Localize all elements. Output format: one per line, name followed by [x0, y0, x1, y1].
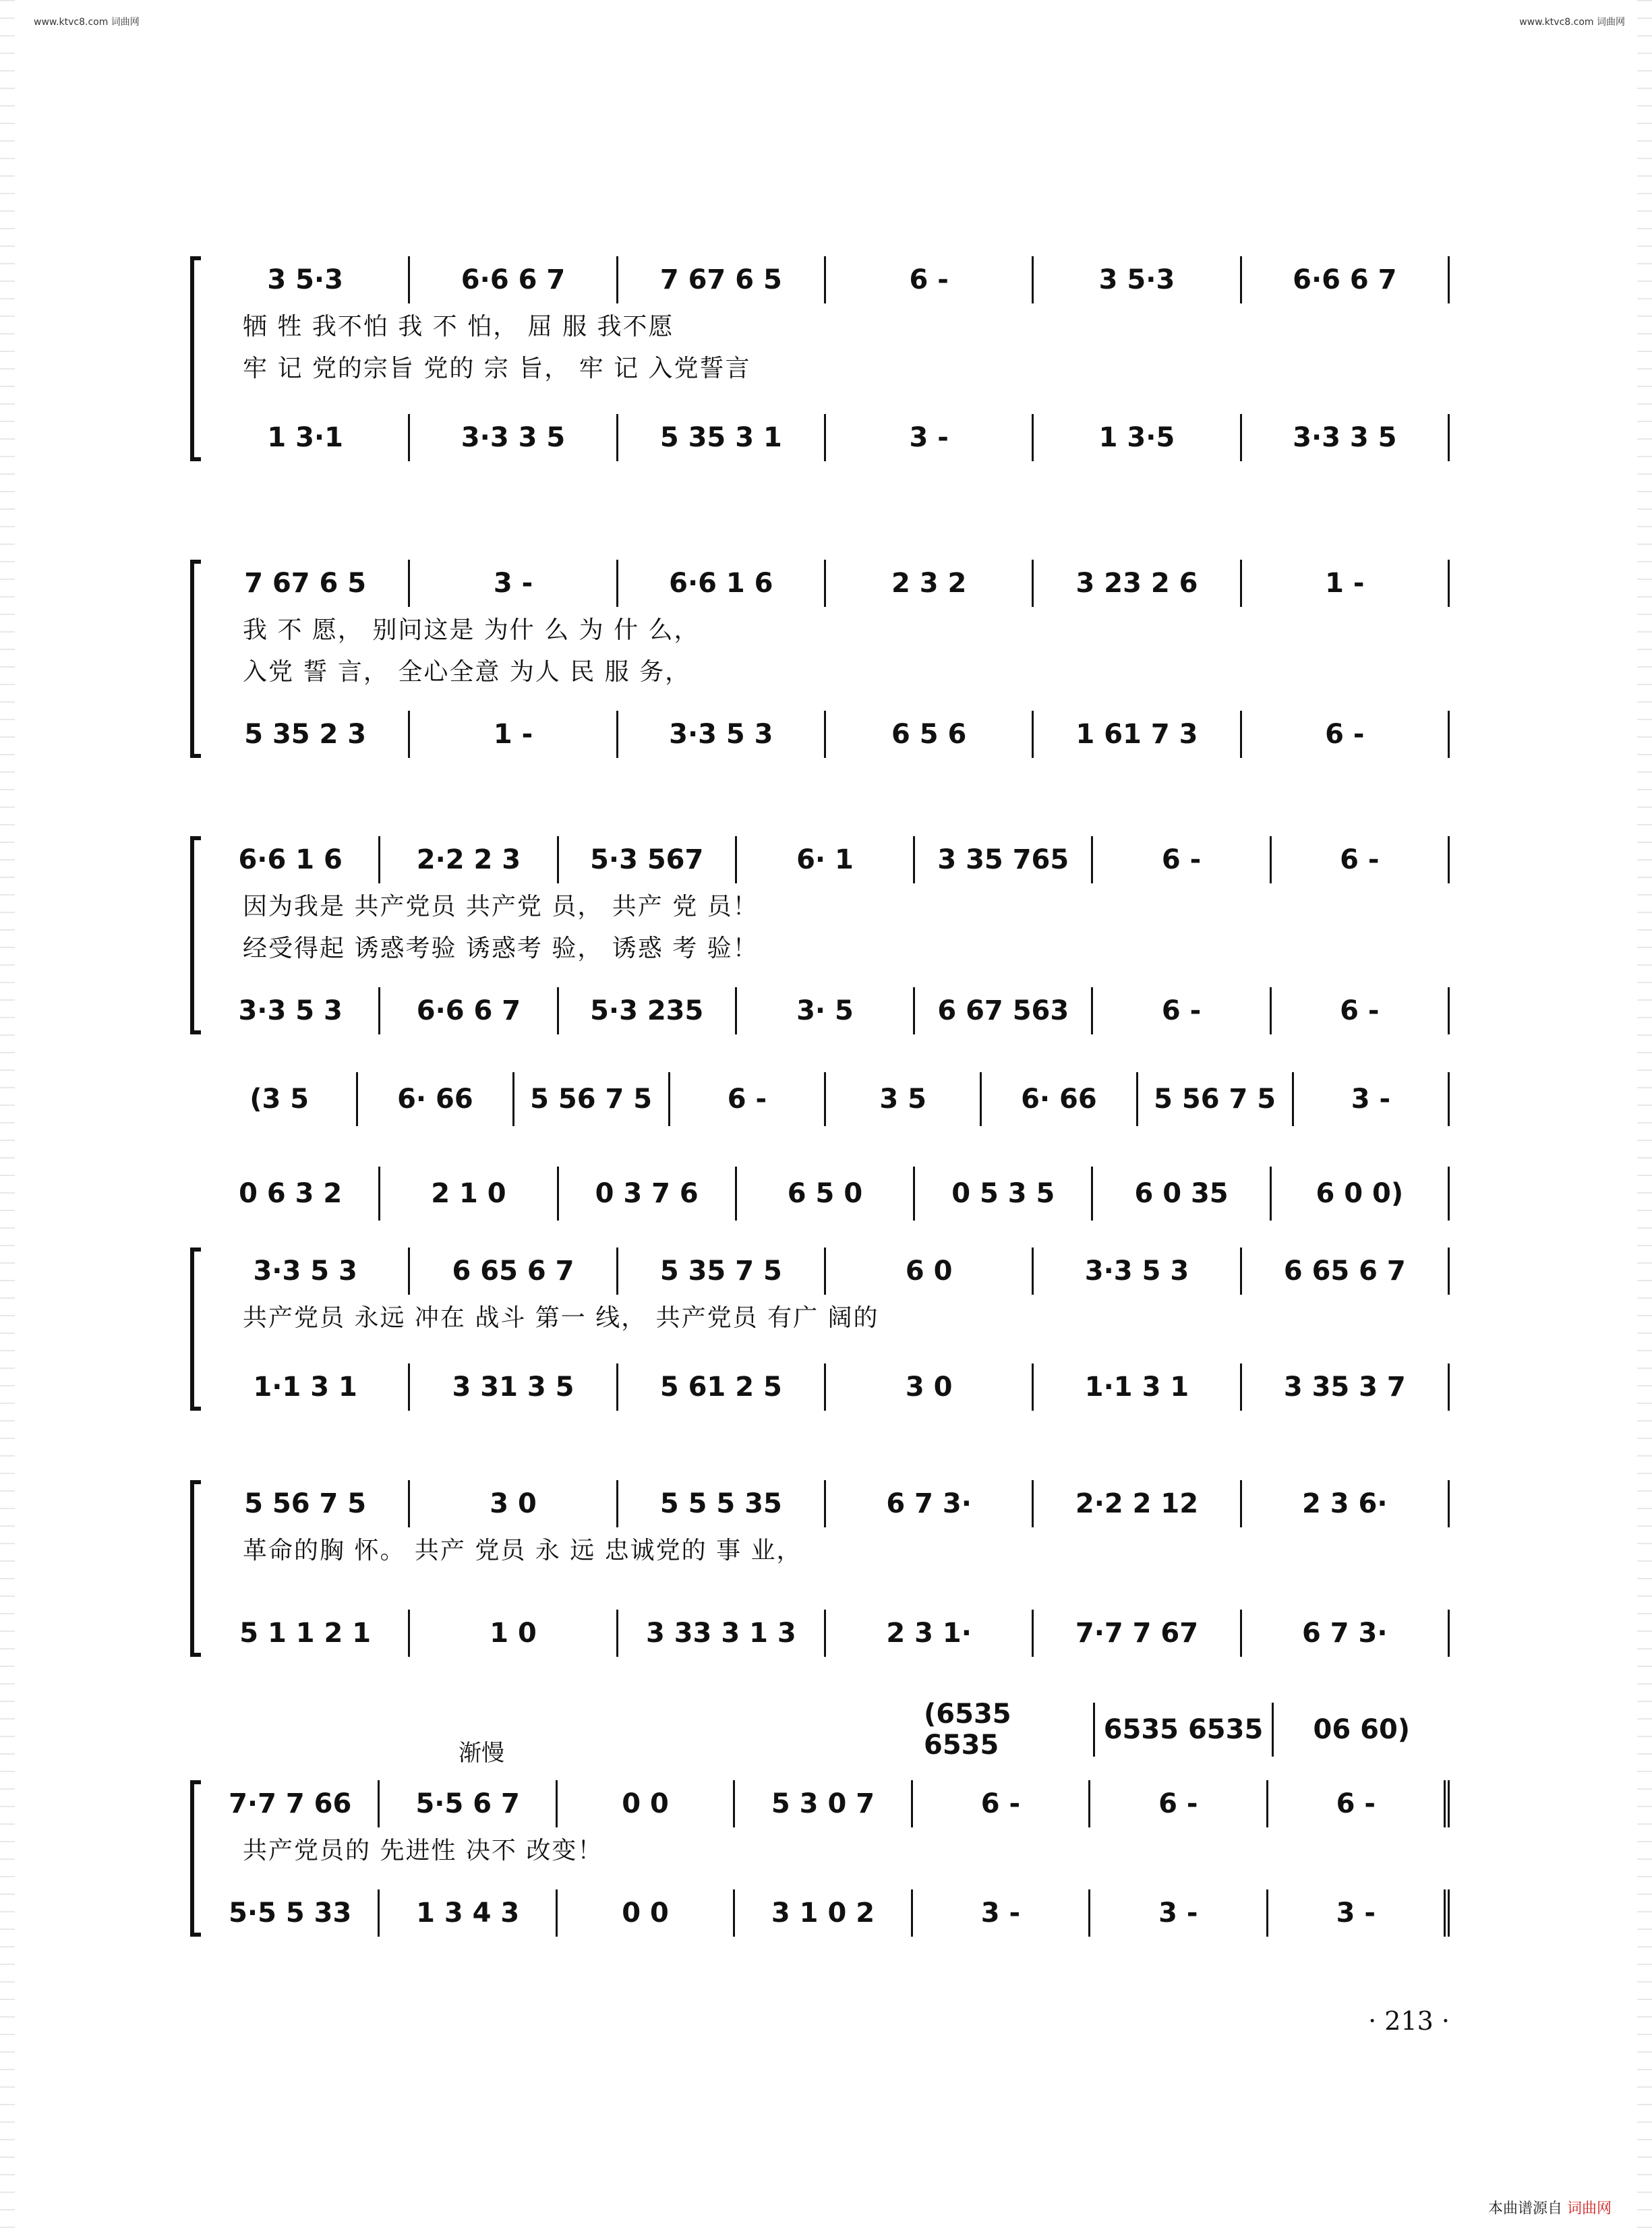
measure: 6 - — [1272, 836, 1450, 883]
system-brace — [190, 1248, 201, 1411]
system-brace — [190, 560, 201, 758]
score-system-6 — [202, 1780, 1450, 1937]
measure: 5·3 567 — [559, 836, 737, 883]
coda-interlude-line — [917, 1699, 1450, 1761]
measure: 6 65 6 7 — [1242, 1248, 1450, 1295]
measure: 5 5 5 35 — [618, 1480, 826, 1527]
lyrics-verse-1: 共产党员的 先进性 决不 改变！ — [243, 1836, 603, 1865]
measure: 3 - — [913, 1889, 1090, 1937]
right-edge-strip — [1637, 0, 1652, 2230]
page-number: · 213 · — [1368, 2006, 1450, 2036]
measure: 2 3 1· — [826, 1610, 1034, 1657]
measure: 1 3·1 — [202, 414, 410, 461]
interlude-line-1 — [202, 1072, 1450, 1126]
measure: 5·5 5 33 — [202, 1889, 380, 1937]
measure: 6535 6535 — [1095, 1703, 1273, 1757]
measure: 3·3 3 5 — [1242, 414, 1450, 461]
footer-site-link[interactable]: 词曲网 — [1566, 2200, 1612, 2217]
measure: 6 - — [1093, 836, 1271, 883]
lyrics-verse-1: 因为我是 共产党员 共产党 员， 共产 党 员！ — [243, 892, 759, 920]
measure: 6 0 35 — [1093, 1167, 1271, 1221]
measure: 3 5·3 — [1034, 256, 1241, 303]
measure: 6 65 6 7 — [410, 1248, 618, 1295]
measure: 6 5 0 — [737, 1167, 915, 1221]
measure: 5 56 7 5 — [202, 1480, 410, 1527]
lyrics-verse-1: 我 不 愿， 别问这是 为什 么 为 什 么， — [243, 616, 700, 644]
measure: 6·6 1 6 — [202, 836, 380, 883]
measure: 3 0 — [410, 1480, 618, 1527]
measure: 1 - — [1242, 560, 1450, 607]
measure: 2 1 0 — [380, 1167, 558, 1221]
measure: 3 23 2 6 — [1034, 560, 1241, 607]
measure: 1 - — [410, 711, 618, 758]
footer-prefix: 本曲谱源自 — [1487, 2200, 1562, 2217]
alto-notes — [202, 414, 1450, 461]
interlude-line-2 — [202, 1167, 1450, 1221]
lyrics-verse-2: 经受得起 诱惑考验 诱惑考 验， 诱惑 考 验！ — [243, 934, 759, 962]
measure: 6 - — [1272, 987, 1450, 1034]
measure: 6 - — [1268, 1780, 1450, 1827]
soprano-notes — [202, 1780, 1450, 1827]
measure: 7 67 6 5 — [202, 560, 410, 607]
measure: 5 56 7 5 — [1138, 1072, 1294, 1126]
alto-notes — [202, 1363, 1450, 1411]
soprano-notes — [202, 560, 1450, 607]
system-brace — [190, 836, 201, 1034]
measure: 3 - — [1268, 1889, 1450, 1937]
measure: 5 61 2 5 — [618, 1363, 826, 1411]
measure: 1 3 4 3 — [380, 1889, 557, 1937]
measure: 5 3 0 7 — [735, 1780, 912, 1827]
measure: 6·6 6 7 — [410, 256, 618, 303]
measure: 5·3 235 — [559, 987, 737, 1034]
system-brace — [190, 1780, 201, 1937]
score-system-1 — [202, 256, 1450, 461]
measure: 6 - — [1242, 711, 1450, 758]
measure: 6 5 6 — [826, 711, 1034, 758]
measure: 6 - — [913, 1780, 1090, 1827]
measure: 6 - — [670, 1072, 826, 1126]
soprano-notes — [202, 1480, 1450, 1527]
measure: 5 35 3 1 — [618, 414, 826, 461]
measure: 3 5·3 — [202, 256, 410, 303]
measure: 2·2 2 3 — [380, 836, 558, 883]
lyrics-verse-1: 牺 牲 我不怕 我 不 怕， 屈 服 我不愿 — [243, 312, 674, 341]
measure: 3 0 — [826, 1363, 1034, 1411]
measure: 6 67 563 — [915, 987, 1093, 1034]
tempo-mark: 渐慢 — [459, 1740, 504, 1767]
measure: 6 - — [1090, 1780, 1268, 1827]
measure: 7·7 7 67 — [1034, 1610, 1241, 1657]
measure: 3 - — [1294, 1072, 1450, 1126]
measure: 3 - — [1090, 1889, 1268, 1937]
measure: 3·3 5 3 — [202, 1248, 410, 1295]
measure: 2·2 2 12 — [1034, 1480, 1241, 1527]
measure: 6·6 6 7 — [1242, 256, 1450, 303]
header-watermark-right: www.ktvc8.com 词曲网 — [1519, 17, 1625, 28]
measure: 1 3·5 — [1034, 414, 1241, 461]
measure: 0 6 3 2 — [202, 1167, 380, 1221]
measure: 2 3 6· — [1242, 1480, 1450, 1527]
measure: 5 35 7 5 — [618, 1248, 826, 1295]
measure: 6 0 — [826, 1248, 1034, 1295]
soprano-notes — [202, 836, 1450, 883]
measure: 7·7 7 66 — [202, 1780, 380, 1827]
measure: 1 61 7 3 — [1034, 711, 1241, 758]
score-system-3 — [202, 836, 1450, 1034]
measure: 3 5 — [826, 1072, 982, 1126]
measure: 6· 1 — [737, 836, 915, 883]
measure: 6·6 6 7 — [380, 987, 558, 1034]
measure: 3 35 765 — [915, 836, 1093, 883]
measure: 6 7 3· — [1242, 1610, 1450, 1657]
measure: 3 31 3 5 — [410, 1363, 618, 1411]
system-brace — [190, 256, 201, 461]
score-system-2 — [202, 560, 1450, 758]
measure: 1 0 — [410, 1610, 618, 1657]
measure: 6· 66 — [982, 1072, 1138, 1126]
measure: 6 0 0) — [1272, 1167, 1450, 1221]
measure: 5 56 7 5 — [514, 1072, 670, 1126]
measure: 3·3 5 3 — [618, 711, 826, 758]
alto-notes — [202, 987, 1450, 1034]
measure: 3· 5 — [737, 987, 915, 1034]
measure: 2 3 2 — [826, 560, 1034, 607]
system-brace — [190, 1480, 201, 1657]
measure: 0 5 3 5 — [915, 1167, 1093, 1221]
score-system-5 — [202, 1480, 1450, 1657]
measure: 3 35 3 7 — [1242, 1363, 1450, 1411]
measure: 1·1 3 1 — [202, 1363, 410, 1411]
alto-notes — [202, 1610, 1450, 1657]
measure: 3·3 5 3 — [202, 987, 380, 1034]
measure: 6 - — [826, 256, 1034, 303]
soprano-notes — [202, 256, 1450, 303]
header-watermark-left: www.ktvc8.com 词曲网 — [34, 17, 140, 28]
measure: 5 35 2 3 — [202, 711, 410, 758]
coda-interlude — [917, 1699, 1450, 1761]
measure: 0 3 7 6 — [559, 1167, 737, 1221]
measure: 3 33 3 1 3 — [618, 1610, 826, 1657]
alto-notes — [202, 1889, 1450, 1937]
left-edge-strip — [0, 0, 15, 2230]
measure: 0 0 — [558, 1889, 735, 1937]
measure: 6 - — [1093, 987, 1271, 1034]
measure: 3·3 5 3 — [1034, 1248, 1241, 1295]
measure: 0 0 — [558, 1780, 735, 1827]
measure: 6· 66 — [358, 1072, 514, 1126]
lyrics-verse-1: 革命的胸 怀。 共产 党员 永 远 忠诚党的 事 业， — [243, 1536, 802, 1564]
measure: 1·1 3 1 — [1034, 1363, 1241, 1411]
lyrics-verse-1: 共产党员 永远 冲在 战斗 第一 线， 共产党员 有广 阔的 — [243, 1303, 879, 1332]
lyrics-verse-2: 牢 记 党的宗旨 党的 宗 旨， 牢 记 入党誓言 — [243, 354, 751, 382]
measure: (6535 6535 — [917, 1703, 1095, 1757]
score-system-4 — [202, 1248, 1450, 1411]
measure: 6·6 1 6 — [618, 560, 826, 607]
measure: 3 - — [826, 414, 1034, 461]
measure: 06 60) — [1313, 1714, 1411, 1745]
soprano-notes — [202, 1248, 1450, 1295]
lyrics-verse-2: 入党 誓 言， 全心全意 为人 民 服 务， — [243, 657, 691, 686]
measure: 3 1 0 2 — [735, 1889, 912, 1937]
alto-notes — [202, 711, 1450, 758]
measure: 5 1 1 2 1 — [202, 1610, 410, 1657]
measure: 3 - — [410, 560, 618, 607]
instrumental-interlude — [202, 1072, 1450, 1221]
footer-source — [1488, 2197, 1612, 2218]
measure: 7 67 6 5 — [618, 256, 826, 303]
measure: 3·3 3 5 — [410, 414, 618, 461]
measure: 6 7 3· — [826, 1480, 1034, 1527]
measure: 5·5 6 7 — [380, 1780, 557, 1827]
measure: (3 5 — [202, 1072, 358, 1126]
